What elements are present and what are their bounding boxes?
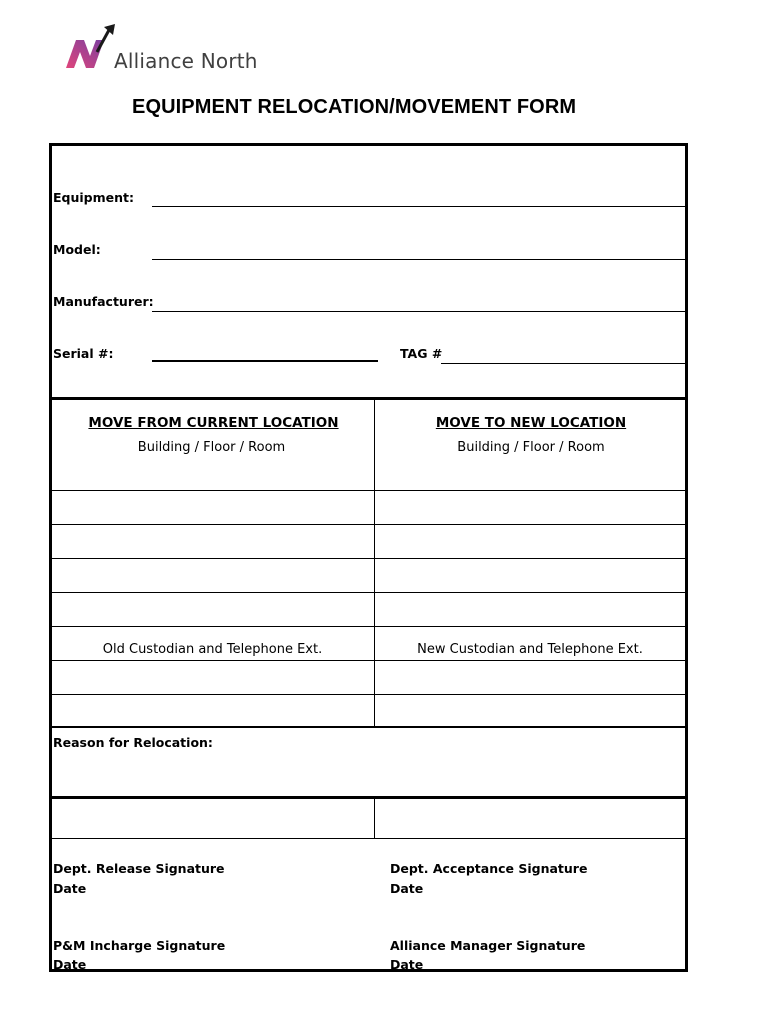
dept-acceptance-signature-label: Dept. Acceptance Signature: [390, 861, 588, 876]
from-location-cell[interactable]: [52, 559, 373, 592]
from-location-cell[interactable]: [52, 593, 373, 626]
dept-release-date-label: Date: [53, 881, 87, 896]
pm-incharge-date-label: Date: [53, 957, 87, 972]
tag-field[interactable]: [441, 363, 685, 364]
old-custodian-label: Old Custodian and Telephone Ext.: [102, 642, 323, 657]
from-location-cell[interactable]: [52, 491, 373, 524]
to-location-cell[interactable]: [375, 491, 685, 524]
model-field[interactable]: [152, 259, 685, 260]
to-location-cell[interactable]: [375, 593, 685, 626]
equipment-field[interactable]: [152, 206, 685, 207]
reason-field[interactable]: [52, 752, 685, 796]
form-title: EQUIPMENT RELOCATION/MOVEMENT FORM: [132, 96, 577, 118]
section-divider: [52, 726, 685, 728]
dept-release-signature-label: Dept. Release Signature: [53, 861, 225, 876]
new-custodian-label: New Custodian and Telephone Ext.: [417, 642, 643, 657]
new-custodian-cell[interactable]: [375, 661, 685, 694]
model-label: Model:: [53, 242, 101, 257]
alliance-manager-signature-label: Alliance Manager Signature: [390, 938, 586, 953]
pm-incharge-signature-label: P&M Incharge Signature: [53, 938, 226, 953]
new-custodian-cell[interactable]: [375, 695, 685, 726]
manufacturer-field[interactable]: [152, 311, 685, 312]
tag-label: TAG #: [400, 346, 443, 361]
old-custodian-cell[interactable]: [52, 695, 373, 726]
manufacturer-label: Manufacturer:: [53, 294, 154, 309]
move-from-heading: MOVE FROM CURRENT LOCATION: [88, 415, 339, 431]
serial-label: Serial #:: [53, 346, 114, 361]
move-to-heading: MOVE TO NEW LOCATION: [435, 415, 627, 431]
form-frame: [49, 143, 688, 972]
blank-cell-left[interactable]: [52, 799, 373, 838]
blank-cell-right[interactable]: [375, 799, 685, 838]
to-location-cell[interactable]: [375, 525, 685, 558]
old-custodian-cell[interactable]: [52, 661, 373, 694]
row-divider: [52, 626, 685, 627]
move-from-subheading: Building / Floor / Room: [137, 440, 286, 455]
serial-field[interactable]: [152, 360, 378, 362]
section-divider: [52, 397, 685, 400]
row-divider: [52, 838, 685, 839]
to-location-cell[interactable]: [375, 559, 685, 592]
equipment-label: Equipment:: [53, 190, 134, 205]
logo-wordmark: Alliance North: [114, 49, 258, 73]
alliance-manager-date-label: Date: [390, 957, 424, 972]
from-location-cell[interactable]: [52, 525, 373, 558]
reason-label: Reason for Relocation:: [53, 735, 213, 750]
company-logo: [64, 22, 264, 74]
dept-acceptance-date-label: Date: [390, 881, 424, 896]
move-to-subheading: Building / Floor / Room: [457, 440, 605, 455]
